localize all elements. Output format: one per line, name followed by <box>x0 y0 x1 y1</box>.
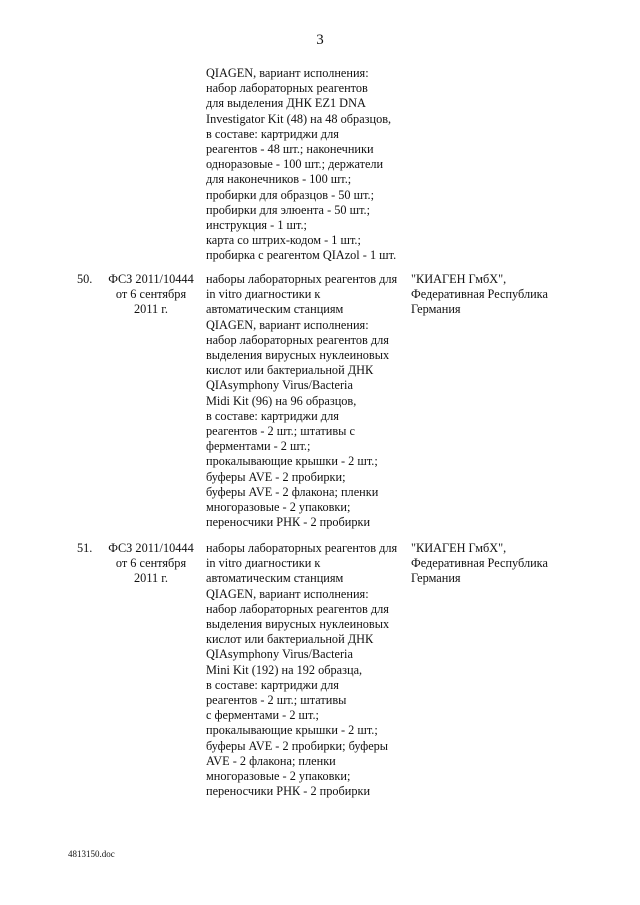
text-line: инструкция - 1 шт.; <box>206 218 307 233</box>
text-line: QIAGEN, вариант исполнения: <box>206 586 369 601</box>
footer-filename: 4813150.doc <box>68 849 115 859</box>
text-line: QIAsymphony Virus/Bacteria <box>206 647 353 662</box>
manufacturer-line: "КИАГЕН ГмбХ", <box>411 272 507 286</box>
text-line: набор лабораторных реагентов для <box>206 601 389 616</box>
text-line: набор лабораторных реагентов <box>206 81 368 96</box>
manufacturer-line: Федеративная Республика <box>411 556 548 571</box>
manufacturer-line: "КИАГЕН ГмбХ", <box>411 541 507 555</box>
text-line: кислот или бактериальной ДНК <box>206 363 374 378</box>
text-line: пробирки для элюента - 50 шт.; <box>206 202 371 217</box>
text-line: реагентов - 48 шт.; наконечники <box>206 142 374 157</box>
text-line: пробирка с реагентом QIAzol - 1 шт. <box>206 248 397 263</box>
text-line: в составе: картриджи для <box>206 408 339 423</box>
text-line: прокалывающие крышки - 2 шт.; <box>206 454 378 469</box>
entry-description <box>206 272 411 530</box>
text-line: карта со штрих-кодом - 1 шт.; <box>206 233 361 248</box>
registration-line: 2011 г. <box>134 302 168 317</box>
manufacturer-line: Германия <box>411 571 461 586</box>
manufacturer-info <box>411 541 611 587</box>
text-line: буферы AVE - 2 флакона; пленки <box>206 484 379 499</box>
text-line: Midi Kit (96) на 96 образцов, <box>206 393 357 408</box>
text-line: для выделения ДНК EZ1 DNA <box>206 96 366 111</box>
text-line: наборы лабораторных реагентов для <box>206 272 398 286</box>
manufacturer-line: Германия <box>411 302 461 317</box>
text-line: QIAGEN, вариант исполнения: <box>206 66 369 80</box>
registration-line: 2011 г. <box>134 571 168 586</box>
text-line: выделения вирусных нуклеиновых <box>206 617 390 632</box>
text-line: многоразовые - 2 упаковки; <box>206 500 351 515</box>
text-line: Mini Kit (192) на 192 образца, <box>206 662 363 677</box>
text-line: QIAsymphony Virus/Bacteria <box>206 378 353 393</box>
text-line: буферы AVE - 2 пробирки; <box>206 469 346 484</box>
text-line: многоразовые - 2 упаковки; <box>206 769 351 784</box>
text-line: в составе: картриджи для <box>206 126 339 141</box>
text-line: автоматическим станциям <box>206 571 344 586</box>
entry-description <box>206 541 411 799</box>
text-line: переносчики РНК - 2 пробирки <box>206 784 371 799</box>
registration-info <box>97 272 205 318</box>
text-line: переносчики РНК - 2 пробирки <box>206 515 371 530</box>
registration-line: от 6 сентября <box>115 287 187 302</box>
text-line: Investigator Kit (48) на 48 образцов, <box>206 111 392 126</box>
text-line: in vitro диагностики к <box>206 556 321 571</box>
text-line: с ферментами - 2 шт.; <box>206 708 319 723</box>
registration-line: ФСЗ 2011/10444 <box>108 541 194 555</box>
text-line: ферментами - 2 шт.; <box>206 439 311 454</box>
text-line: буферы AVE - 2 пробирки; буферы <box>206 738 389 753</box>
registration-line: от 6 сентября <box>115 556 187 571</box>
text-line: реагентов - 2 шт.; штативы с <box>206 424 355 439</box>
text-line: реагентов - 2 шт.; штативы <box>206 693 347 708</box>
text-line: наборы лабораторных реагентов для <box>206 541 398 555</box>
text-line: автоматическим станциям <box>206 302 344 317</box>
text-line: AVE - 2 флакона; пленки <box>206 753 336 768</box>
text-line: для наконечников - 100 шт.; <box>206 172 352 187</box>
entry-number: 51. <box>77 541 93 555</box>
text-line: кислот или бактериальной ДНК <box>206 632 374 647</box>
registration-info <box>97 541 205 587</box>
manufacturer-line: Федеративная Республика <box>411 287 548 302</box>
text-line: QIAGEN, вариант исполнения: <box>206 317 369 332</box>
text-line: пробирки для образцов - 50 шт.; <box>206 187 375 202</box>
text-line: одноразовые - 100 шт.; держатели <box>206 157 384 172</box>
entry-number: 50. <box>77 272 93 286</box>
continuation-description <box>206 66 411 264</box>
manufacturer-info <box>411 272 611 318</box>
text-line: in vitro диагностики к <box>206 287 321 302</box>
registration-line: ФСЗ 2011/10444 <box>108 272 194 286</box>
text-line: прокалывающие крышки - 2 шт.; <box>206 723 378 738</box>
page-number: 3 <box>316 32 324 48</box>
text-line: выделения вирусных нуклеиновых <box>206 348 390 363</box>
text-line: в составе: картриджи для <box>206 677 339 692</box>
text-line: набор лабораторных реагентов для <box>206 332 389 347</box>
